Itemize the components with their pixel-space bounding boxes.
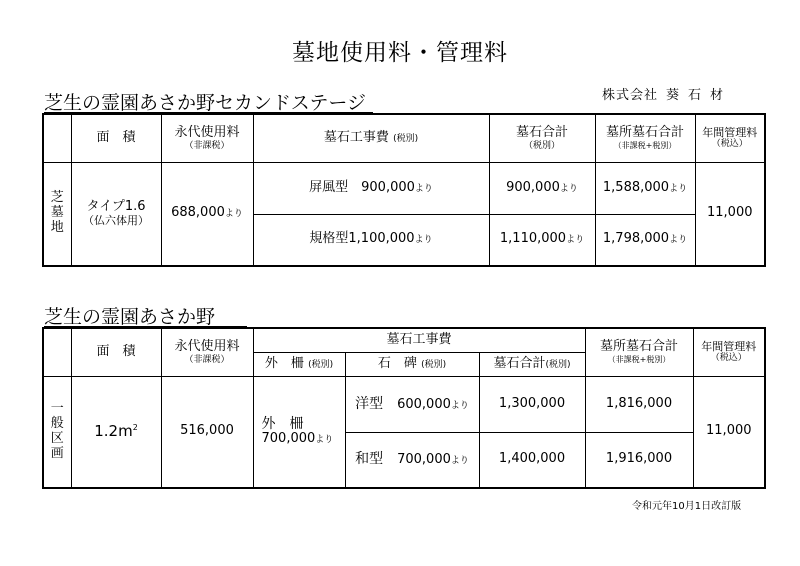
s2-option1-plot-total: 1,816,000 xyxy=(585,376,693,432)
company-name xyxy=(602,84,732,103)
s2-header-monument: 石 碑 (税別) xyxy=(345,352,479,376)
s2-option1-stone-total: 1,300,000 xyxy=(479,376,585,432)
s2-option1: 洋型 600,000より xyxy=(345,376,479,432)
section1-title: 芝生の霊園あさか野セカンドステージ xyxy=(44,92,367,114)
company-kanji: 葵石材 xyxy=(666,88,733,103)
s1-header-annual: 年間管理料 （税込） xyxy=(695,114,765,162)
s2-row-label-char4: 画 xyxy=(50,445,64,461)
s1-perpetual-cell: 688,000より xyxy=(161,162,253,266)
s1-header-stone-total: 墓石合計 （税別） xyxy=(489,114,595,162)
s1-header-blank xyxy=(43,114,71,162)
s2-row-label-char2: 般 xyxy=(50,415,64,431)
s1-row-label-char1: 芝 xyxy=(50,190,64,206)
s1-option1-stone-total: 900,000より xyxy=(489,162,595,214)
s1-option1: 屏風型 900,000より xyxy=(253,162,489,214)
s2-option2: 和型 700,000より xyxy=(345,432,479,488)
page-title: 墓地使用料・管理料 xyxy=(292,40,508,66)
s2-perpetual-cell: 516,000 xyxy=(161,376,253,488)
s2-area-cell: $1.2m^2$ xyxy=(71,376,161,488)
s2-row-label-char3: 区 xyxy=(50,430,64,446)
s2-row-label-char1: 一 xyxy=(50,400,64,416)
s1-option2-stone-total: 1,110,000より xyxy=(489,214,595,266)
section2-title: 芝生の霊園あさか野 xyxy=(44,306,216,328)
s1-header-perpetual: 永代使用料 （非課税） xyxy=(161,114,253,162)
s2-header-area: 面 積 xyxy=(71,328,161,376)
section1-table xyxy=(42,113,766,267)
s2-header-annual: 年間管理料 （税込） xyxy=(693,328,765,376)
s2-header-plot-total: 墓所墓石合計 （非課税+税別） xyxy=(585,328,693,376)
s2-option2-plot-total: 1,916,000 xyxy=(585,432,693,488)
s1-option1-plot-total: 1,588,000より xyxy=(595,162,695,214)
s1-option2-plot-total: 1,798,000より xyxy=(595,214,695,266)
s1-header-plot-total: 墓所墓石合計 （非課税+税別） xyxy=(595,114,695,162)
s2-header-stone-total: 墓石合計(税別) xyxy=(479,352,585,376)
s2-fence-cell: 外 柵 700,000より xyxy=(253,376,345,488)
s1-annual-cell: 11,000 xyxy=(695,162,765,266)
s1-header-stone-work: 墓石工事費 (税別) xyxy=(253,114,489,162)
revision-footnote: 令和元年10月1日改訂版 xyxy=(632,501,742,512)
s1-row-label-char3: 地 xyxy=(50,220,64,236)
s2-header-fence: 外 柵 (税別) xyxy=(253,352,345,376)
s2-header-stone-work: 墓石工事費 xyxy=(253,328,585,352)
s2-header-blank xyxy=(43,328,71,376)
s1-header-area: 面 積 xyxy=(71,114,161,162)
s2-row-label xyxy=(43,376,71,488)
section2-table xyxy=(42,327,766,489)
s1-area-cell: タイプ1.6 （仏六体用） xyxy=(71,162,161,266)
s2-header-perpetual: 永代使用料 （非課税） xyxy=(161,328,253,376)
s1-option2: 規格型1,100,000より xyxy=(253,214,489,266)
company-prefix: 株式会社 xyxy=(602,88,659,103)
s1-row-label-char2: 墓 xyxy=(50,205,64,221)
s1-row-label xyxy=(43,162,71,266)
s2-option2-stone-total: 1,400,000 xyxy=(479,432,585,488)
s2-annual-cell: 11,000 xyxy=(693,376,765,488)
